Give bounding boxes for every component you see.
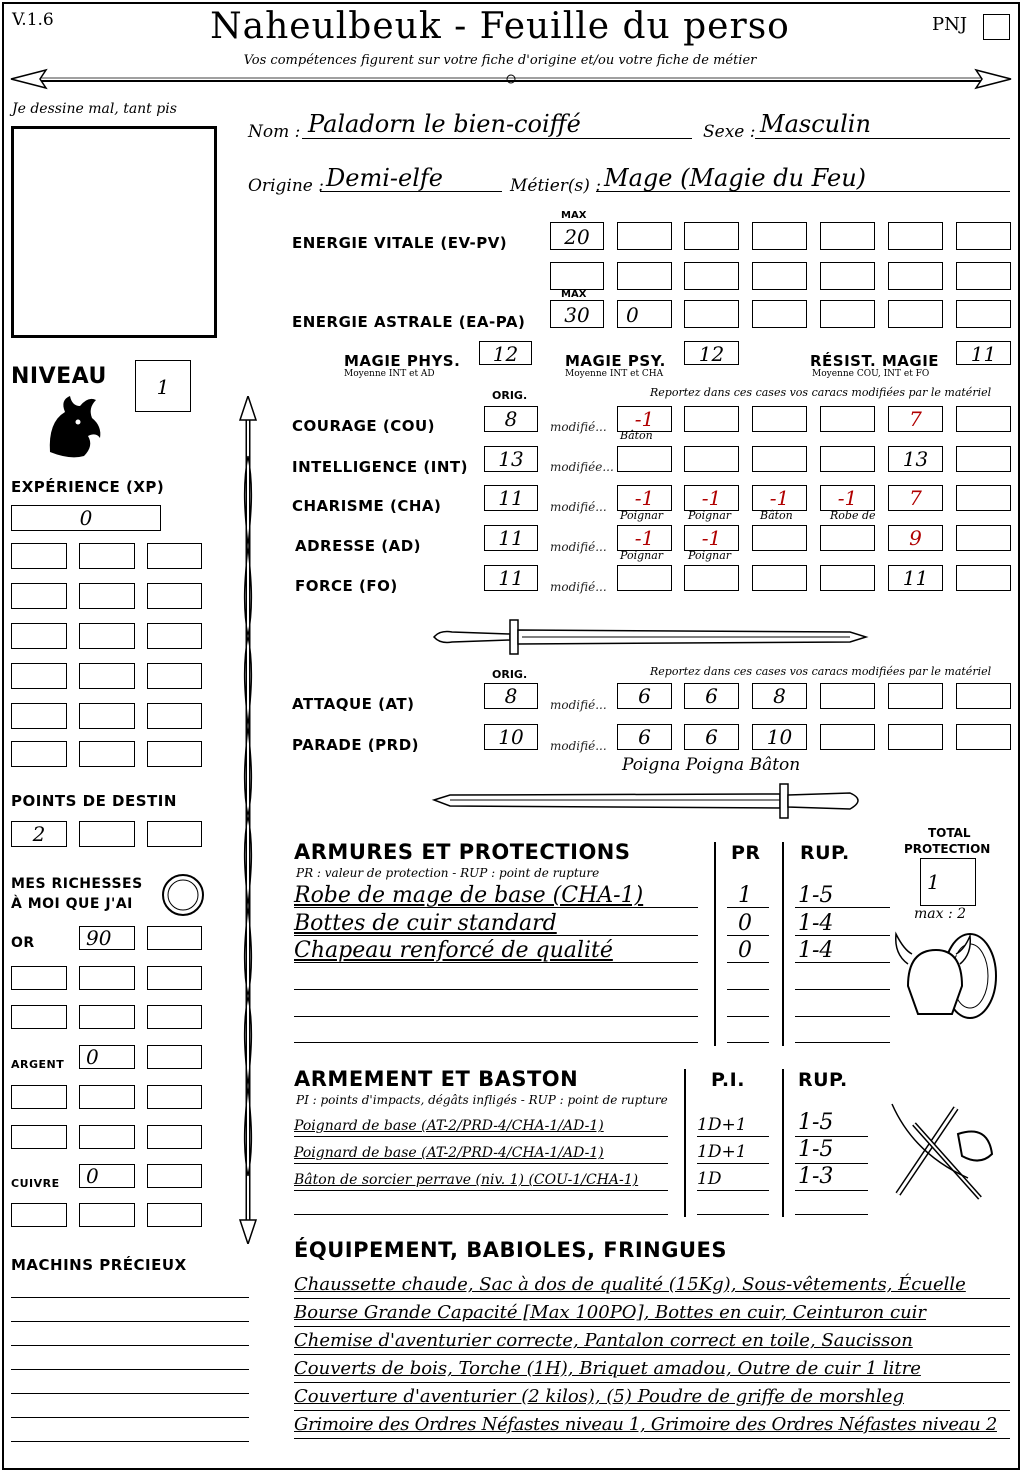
metier-label: Métier(s) : <box>510 176 602 196</box>
metier-value[interactable]: Mage (Magie du Feu) <box>604 164 867 192</box>
armor-item-pr[interactable]: 0 <box>738 911 752 936</box>
cha-mod-box[interactable]: -1 <box>820 485 875 511</box>
weapons-rup-label: RUP. <box>798 1069 848 1091</box>
magie-phys-label: MAGIE PHYS. <box>344 352 461 370</box>
crossed-weapons-icon <box>884 1094 1004 1214</box>
equipment-line[interactable]: Chaussette chaude, Sac à dos de qualité (15Kg), Sous-vêtements, Écuelle <box>294 1274 966 1295</box>
armor-line <box>795 962 890 963</box>
xp-grid-box[interactable] <box>79 583 135 609</box>
argent-label: ARGENT <box>11 1058 65 1071</box>
int-mod-box[interactable]: 13 <box>888 446 943 472</box>
at-mod-box[interactable] <box>820 683 875 709</box>
armor-subtitle: PR : valeur de protection - RUP : point de rupture <box>296 866 600 880</box>
fo-mod-box[interactable] <box>752 565 807 591</box>
equipment-underline <box>294 1382 1010 1383</box>
fo-mod-box[interactable] <box>820 565 875 591</box>
equipment-line[interactable]: Chemise d'aventurier correcte, Pantalon correct en toile, Saucisson <box>294 1330 913 1351</box>
weapons-title: ARMEMENT ET BASTON <box>294 1067 579 1091</box>
cou-mod-box[interactable]: 7 <box>888 406 943 432</box>
at-mod-box[interactable]: 6 <box>684 683 739 709</box>
armor-item-rup[interactable]: 1-4 <box>798 911 834 936</box>
metier-underline <box>596 191 1010 192</box>
cuivre-label: CUIVRE <box>11 1177 60 1190</box>
portrait-caption: Je dessine mal, tant pis <box>12 101 177 117</box>
cha-orig-box[interactable]: 11 <box>484 485 538 511</box>
ea-box[interactable] <box>888 300 943 328</box>
xp-grid-box[interactable] <box>147 703 202 729</box>
weapon-line <box>294 1136 668 1137</box>
armor-line <box>795 935 890 936</box>
ev-box[interactable] <box>550 262 604 290</box>
xp-grid-box[interactable] <box>11 741 67 767</box>
armor-line[interactable] <box>727 989 769 990</box>
weapon-line <box>697 1136 769 1137</box>
armor-line[interactable] <box>727 1016 769 1017</box>
at-mod-box[interactable] <box>956 683 1011 709</box>
total-protection-label-2: PROTECTION <box>904 842 991 856</box>
ea-box[interactable] <box>684 300 739 328</box>
int-mod-box[interactable] <box>617 446 672 472</box>
equipment-underline <box>294 1298 1010 1299</box>
destin-label: POINTS DE DESTIN <box>11 792 177 810</box>
ev-box[interactable] <box>956 262 1011 290</box>
weapon-item-pi[interactable]: 1D+1 <box>697 1115 747 1135</box>
ea-box[interactable] <box>820 300 875 328</box>
at-orig-box[interactable]: 8 <box>484 683 538 709</box>
ev-box[interactable] <box>820 262 875 290</box>
machins-label: MACHINS PRÉCIEUX <box>11 1256 187 1274</box>
cha-mod-box[interactable] <box>956 485 1011 511</box>
xp-grid-box[interactable] <box>11 543 67 569</box>
int-mod-box[interactable] <box>684 446 739 472</box>
xp-grid-box[interactable] <box>11 663 67 689</box>
armor-line[interactable] <box>727 1042 769 1043</box>
prd-orig-box[interactable]: 10 <box>484 724 538 750</box>
destin-box[interactable] <box>79 821 135 847</box>
resist-magie-note: Moyenne COU, INT et FO <box>812 369 930 379</box>
dragon-icon <box>40 392 106 462</box>
portrait-frame[interactable] <box>11 126 217 338</box>
sexe-value[interactable]: Masculin <box>760 110 871 138</box>
fo-mod-box[interactable] <box>684 565 739 591</box>
weapon-notes: Poigna Poigna Bâton <box>622 755 801 775</box>
cou-mod-box[interactable] <box>820 406 875 432</box>
resist-magie-label: RÉSIST. MAGIE <box>810 352 940 370</box>
prd-mod-box[interactable] <box>820 724 875 750</box>
staff-icon <box>228 396 268 1244</box>
armor-line[interactable] <box>294 1016 698 1017</box>
armor-line <box>727 907 769 908</box>
stats-orig-label: ORIG. <box>492 389 528 402</box>
armor-column-divider <box>782 842 784 1046</box>
at-mod-box[interactable]: 6 <box>617 683 672 709</box>
equipment-line[interactable]: Couverture d'aventurier (2 kilos), (5) Poudre de griffe de morshleg <box>294 1386 904 1407</box>
ev-box[interactable] <box>752 222 807 250</box>
niveau-label: NIVEAU <box>11 364 107 389</box>
xp-label: EXPÉRIENCE (XP) <box>11 478 165 496</box>
xp-box[interactable]: 0 <box>11 505 161 531</box>
int-mod-box[interactable] <box>820 446 875 472</box>
prd-mod-box[interactable] <box>956 724 1011 750</box>
equipment-underline <box>294 1354 1010 1355</box>
machins-line[interactable] <box>11 1369 249 1370</box>
or-box[interactable] <box>147 966 202 990</box>
armor-line <box>294 935 698 936</box>
armor-item-pr[interactable]: 1 <box>738 883 752 908</box>
armor-line <box>294 907 698 908</box>
at-mod-box[interactable]: 8 <box>752 683 807 709</box>
armor-rup-label: RUP. <box>800 842 850 864</box>
armor-pr-label: PR <box>731 842 761 864</box>
ad-mod-box[interactable] <box>752 525 807 551</box>
weapon-item-rup[interactable]: 1-5 <box>798 1137 834 1162</box>
cha-label: CHARISME (CHA) <box>292 497 442 515</box>
total-protection-label-1: TOTAL <box>928 826 971 840</box>
armor-title: ARMURES ET PROTECTIONS <box>294 840 631 864</box>
nom-value[interactable]: Paladorn le bien-coiffé <box>308 110 581 138</box>
weapon-line <box>795 1136 868 1137</box>
or-box[interactable] <box>79 1005 135 1029</box>
magie-psy-note: Moyenne INT et CHA <box>565 369 664 379</box>
at-modifie-label: modifié... <box>550 698 607 712</box>
resist-magie-box[interactable]: 11 <box>956 341 1011 365</box>
ev-box[interactable] <box>820 222 875 250</box>
pnj-checkbox[interactable] <box>983 14 1010 40</box>
equipment-title: ÉQUIPEMENT, BABIOLES, FRINGUES <box>294 1238 727 1262</box>
cha-mod-box[interactable]: -1 <box>617 485 672 511</box>
cha-mod-box[interactable]: -1 <box>684 485 739 511</box>
or-label: OR <box>11 935 35 951</box>
weapon-line[interactable] <box>697 1214 769 1215</box>
machins-line[interactable] <box>11 1345 249 1346</box>
weapon-line[interactable] <box>294 1214 668 1215</box>
machins-line[interactable] <box>11 1417 249 1418</box>
or-box[interactable] <box>11 966 67 990</box>
or-box[interactable] <box>147 926 202 950</box>
ev-box[interactable] <box>617 262 672 290</box>
stats-report-note: Reportez dans ces cases vos caracs modifiées par le matériel <box>650 386 992 399</box>
cou-mod-box[interactable] <box>956 406 1011 432</box>
prd-mod-box[interactable]: 6 <box>684 724 739 750</box>
or-box[interactable] <box>147 1005 202 1029</box>
ev-max-label: MAX <box>561 210 587 221</box>
ev-box[interactable] <box>617 222 672 250</box>
ev-box[interactable] <box>888 222 943 250</box>
weapon-line[interactable] <box>795 1214 868 1215</box>
weapon-item-rup[interactable]: 1-3 <box>798 1164 834 1189</box>
weapon-line <box>294 1163 668 1164</box>
origine-value[interactable]: Demi-elfe <box>326 164 443 192</box>
int-modifiee-label: modifiée... <box>550 460 614 474</box>
or-box[interactable] <box>11 1005 67 1029</box>
equipment-underline <box>294 1326 1010 1327</box>
armor-item-rup[interactable]: 1-5 <box>798 883 834 908</box>
cou-mod-box[interactable]: -1 <box>617 406 672 432</box>
prd-mod-box[interactable]: 6 <box>617 724 672 750</box>
xp-grid-box[interactable] <box>79 663 135 689</box>
xp-grid-box[interactable] <box>79 543 135 569</box>
fo-mod-box[interactable] <box>956 565 1011 591</box>
sheet-title: Naheulbeuk - Feuille du perso <box>210 6 790 47</box>
xp-grid-box[interactable] <box>147 583 202 609</box>
cou-modifie-label: modifié... <box>550 420 607 434</box>
at-mod-box[interactable] <box>888 683 943 709</box>
armor-item-name[interactable]: Robe de mage de base (CHA-1) <box>294 883 644 908</box>
cuivre-box[interactable] <box>147 1164 202 1188</box>
prd-label: PARADE (PRD) <box>292 736 420 754</box>
ev-box[interactable] <box>684 222 739 250</box>
fo-orig-box[interactable]: 11 <box>484 565 538 591</box>
ad-orig-box[interactable]: 11 <box>484 525 538 551</box>
xp-grid-box[interactable] <box>11 583 67 609</box>
weapons-column-divider <box>782 1069 784 1217</box>
ev-max-box[interactable]: 20 <box>550 222 604 250</box>
cha-note: Poignar <box>620 509 664 522</box>
weapon-line <box>795 1190 868 1191</box>
machins-line[interactable] <box>11 1321 249 1322</box>
ad-label: ADRESSE (AD) <box>295 537 422 555</box>
prd-modifie-label: modifié... <box>550 739 607 753</box>
or-box[interactable]: 90 <box>79 926 135 950</box>
at-label: ATTAQUE (AT) <box>292 695 415 713</box>
weapon-line <box>294 1190 668 1191</box>
int-mod-box[interactable] <box>752 446 807 472</box>
magie-psy-label: MAGIE PSY. <box>565 352 666 370</box>
richesses-label-2: À MOI QUE J'AI <box>11 896 133 912</box>
fo-modifie-label: modifié... <box>550 580 607 594</box>
weapon-item-pi[interactable]: 1D+1 <box>697 1142 747 1162</box>
cou-orig-box[interactable]: 8 <box>484 406 538 432</box>
equipment-line[interactable]: Couverts de bois, Torche (1H), Briquet amadou, Outre de cuir 1 litre <box>294 1358 921 1379</box>
machins-line[interactable] <box>11 1297 249 1298</box>
armor-column-divider <box>714 842 716 1046</box>
machins-line[interactable] <box>11 1441 249 1442</box>
ev-label: ENERGIE VITALE (EV-PV) <box>292 234 508 252</box>
weapon-item-pi[interactable]: 1D <box>697 1169 722 1189</box>
cha-note: Robe de <box>830 509 876 522</box>
int-label: INTELLIGENCE (INT) <box>292 458 468 476</box>
sheet-subtitle: Vos compétences figurent sur votre fiche d'origine et/ou votre fiche de métier <box>243 53 757 68</box>
argent-box[interactable] <box>11 1085 67 1109</box>
coin-icon <box>160 872 206 918</box>
magie-phys-box[interactable]: 12 <box>479 341 532 365</box>
ad-mod-box[interactable]: -1 <box>617 525 672 551</box>
armor-line <box>795 907 890 908</box>
armor-line[interactable] <box>795 1042 890 1043</box>
xp-grid-box[interactable] <box>147 741 202 767</box>
xp-grid-box[interactable] <box>11 623 67 649</box>
destin-box[interactable] <box>147 821 202 847</box>
cuivre-box[interactable]: 0 <box>79 1164 135 1188</box>
cha-modifie-label: modifié... <box>550 500 607 514</box>
ad-mod-box[interactable]: -1 <box>684 525 739 551</box>
destin-box[interactable]: 2 <box>11 821 67 847</box>
ea-max-label: MAX <box>561 289 587 300</box>
weapon-item-rup[interactable]: 1-5 <box>798 1110 834 1135</box>
fo-mod-box[interactable] <box>617 565 672 591</box>
argent-box[interactable]: 0 <box>79 1045 135 1069</box>
equipment-line[interactable]: Bourse Grande Capacité [Max 100PO], Bottes en cuir, Ceinturon cuir <box>294 1302 927 1323</box>
xp-grid-box[interactable] <box>79 741 135 767</box>
sexe-underline <box>755 138 1010 139</box>
armor-line <box>727 935 769 936</box>
ad-modifie-label: modifié... <box>550 540 607 554</box>
prd-mod-box[interactable] <box>888 724 943 750</box>
weapon-item-name[interactable]: Poignard de base (AT-2/PRD-4/CHA-1/AD-1) <box>294 1118 604 1134</box>
armor-item-rup[interactable]: 1-4 <box>798 938 834 963</box>
argent-box[interactable] <box>147 1045 202 1069</box>
version-label: V.1.6 <box>12 10 54 30</box>
cuivre-box[interactable] <box>147 1203 202 1227</box>
sword-icon <box>430 612 870 662</box>
weapon-line <box>697 1190 769 1191</box>
weapons-subtitle: PI : points d'impacts, dégâts infligés - RUP : point de rupture <box>296 1093 668 1107</box>
armor-item-pr[interactable]: 0 <box>738 938 752 963</box>
armor-line[interactable] <box>795 989 890 990</box>
combat-orig-label: ORIG. <box>492 668 528 681</box>
armor-line <box>294 962 698 963</box>
weapon-line <box>795 1163 868 1164</box>
equipment-underline <box>294 1438 1010 1439</box>
argent-box[interactable] <box>147 1085 202 1109</box>
xp-grid-box[interactable] <box>147 543 202 569</box>
ev-box[interactable] <box>888 262 943 290</box>
ev-box[interactable] <box>684 262 739 290</box>
weapons-column-divider <box>684 1069 686 1217</box>
xp-grid-box[interactable] <box>79 623 135 649</box>
ad-mod-box[interactable] <box>956 525 1011 551</box>
ad-mod-box[interactable] <box>820 525 875 551</box>
max-protection-text: max : 2 <box>914 906 967 922</box>
equipment-line[interactable]: Grimoire des Ordres Néfastes niveau 1, Grimoire des Ordres Néfastes niveau 2 <box>294 1414 997 1435</box>
prd-mod-box[interactable]: 10 <box>752 724 807 750</box>
ad-note: Poignar <box>620 549 664 562</box>
weapons-pi-label: P.I. <box>711 1069 745 1091</box>
spear-divider-icon <box>6 66 1016 96</box>
combat-report-note: Reportez dans ces cases vos caracs modifiées par le matériel <box>650 665 992 678</box>
ea-label: ENERGIE ASTRALE (EA-PA) <box>292 313 526 331</box>
cha-note: Poignar <box>688 509 732 522</box>
magie-phys-note: Moyenne INT et AD <box>344 369 435 379</box>
sword-icon <box>430 778 870 824</box>
armor-line[interactable] <box>294 1042 698 1043</box>
origine-label: Origine : <box>248 176 324 196</box>
nom-underline <box>302 138 692 139</box>
argent-box[interactable] <box>79 1085 135 1109</box>
equipment-underline <box>294 1410 1010 1411</box>
nom-label: Nom : <box>248 122 301 142</box>
argent-box[interactable] <box>79 1125 135 1149</box>
cha-mod-box[interactable]: 7 <box>888 485 943 511</box>
argent-box[interactable] <box>147 1125 202 1149</box>
ea-max-box[interactable]: 30 <box>550 300 604 328</box>
ev-box[interactable] <box>956 222 1011 250</box>
armor-item-name[interactable]: Chapeau renforcé de qualité <box>294 938 613 963</box>
xp-grid-box[interactable] <box>147 663 202 689</box>
helmet-shield-icon <box>890 924 1000 1024</box>
int-orig-box[interactable]: 13 <box>484 446 538 472</box>
niveau-box[interactable]: 1 <box>135 360 191 412</box>
ea-box[interactable] <box>752 300 807 328</box>
weapon-item-name[interactable]: Poignard de base (AT-2/PRD-4/CHA-1/AD-1) <box>294 1145 604 1161</box>
armor-line <box>727 962 769 963</box>
armor-line[interactable] <box>795 1016 890 1017</box>
richesses-label-1: MES RICHESSES <box>11 876 143 892</box>
xp-grid-box[interactable] <box>147 623 202 649</box>
sexe-label: Sexe : <box>703 122 756 142</box>
cou-label: COURAGE (COU) <box>292 417 436 435</box>
origine-underline <box>320 191 502 192</box>
total-protection-box[interactable]: 1 <box>920 858 976 906</box>
cha-note: Bâton <box>760 509 793 522</box>
ea-current-box[interactable]: 0 <box>617 300 672 328</box>
armor-item-name[interactable]: Bottes de cuir standard <box>294 911 557 936</box>
fo-mod-box[interactable]: 11 <box>888 565 943 591</box>
ea-box[interactable] <box>956 300 1011 328</box>
pnj-label: PNJ <box>932 14 968 35</box>
ev-box[interactable] <box>752 262 807 290</box>
cou-note: Bâton <box>620 429 653 442</box>
cha-mod-box[interactable]: -1 <box>752 485 807 511</box>
machins-line[interactable] <box>11 1393 249 1394</box>
weapon-item-name[interactable]: Bâton de sorcier perrave (niv. 1) (COU-1/CHA-1) <box>294 1172 639 1188</box>
cou-mod-box[interactable] <box>752 406 807 432</box>
argent-box[interactable] <box>11 1125 67 1149</box>
cuivre-box[interactable] <box>11 1203 67 1227</box>
armor-line[interactable] <box>294 989 698 990</box>
magie-psy-box[interactable]: 12 <box>684 341 739 365</box>
xp-grid-box[interactable] <box>11 703 67 729</box>
int-mod-box[interactable] <box>956 446 1011 472</box>
ad-note: Poignar <box>688 549 732 562</box>
cuivre-box[interactable] <box>79 1203 135 1227</box>
or-box[interactable] <box>79 966 135 990</box>
weapon-line <box>697 1163 769 1164</box>
cou-mod-box[interactable] <box>684 406 739 432</box>
fo-label: FORCE (FO) <box>295 577 398 595</box>
xp-grid-box[interactable] <box>79 703 135 729</box>
ad-mod-box[interactable]: 9 <box>888 525 943 551</box>
